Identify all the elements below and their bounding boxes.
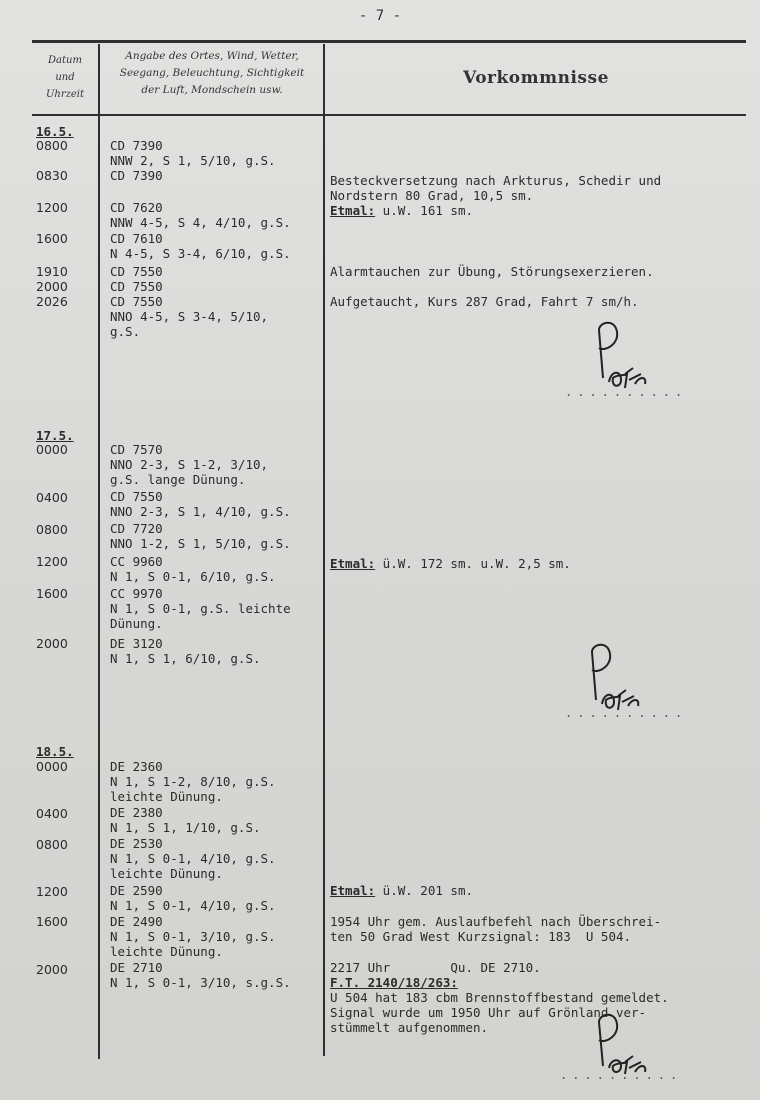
etmal-line	[330, 556, 571, 572]
time-label: 2000	[36, 279, 68, 294]
time-label: 0830	[36, 168, 68, 183]
weather-line: N 1, S 1, 1/10, g.S.	[110, 820, 261, 835]
event-line: 2217 Uhr Qu. DE 2710.	[330, 960, 541, 975]
time-label: 0000	[36, 442, 68, 457]
time-label: 2000	[36, 636, 68, 651]
time-label: 0400	[36, 806, 68, 821]
location-line: DE 3120	[110, 636, 163, 651]
header-rule	[32, 114, 746, 116]
weather-line: leichte Dünung.	[110, 866, 223, 881]
location-line: CC 9970	[110, 586, 163, 601]
time-label: 2000	[36, 962, 68, 977]
time-label: 0800	[36, 837, 68, 852]
weather-line: NNO 2-3, S 1, 4/10, g.S.	[110, 504, 291, 519]
time-label: 0800	[36, 522, 68, 537]
weather-line: N 1, S 0-1, 4/10, g.S.	[110, 851, 276, 866]
time-label: 0000	[36, 759, 68, 774]
date-label: 18.5.	[36, 744, 74, 759]
weather-line: NNO 2-3, S 1-2, 3/10,	[110, 457, 269, 472]
etmal-text: u.W. 161 sm.	[375, 203, 473, 218]
weather-line: N 1, S 0-1, 4/10, g.S.	[110, 898, 276, 913]
column-divider-2	[323, 44, 325, 1056]
location-line: CD 7390	[110, 138, 163, 153]
etmal-label: Etmal:	[330, 883, 376, 898]
time-label: 2026	[36, 294, 68, 309]
dotted-line: ..........	[565, 385, 688, 399]
event-line: Aufgetaucht, Kurs 287 Grad, Fahrt 7 sm/h.	[330, 294, 639, 309]
event-line: ten 50 Grad West Kurzsignal: 183 U 504.	[330, 929, 632, 944]
location-line: DE 2490	[110, 914, 163, 929]
time-label: 1200	[36, 200, 68, 215]
etmal-line	[330, 203, 473, 219]
weather-line: NNW 4-5, S 4, 4/10, g.S.	[110, 215, 291, 230]
date-label: 17.5.	[36, 428, 74, 443]
weather-line: N 1, S 1, 6/10, g.S.	[110, 651, 261, 666]
weather-line: leichte Dünung.	[110, 944, 223, 959]
top-rule	[32, 40, 746, 43]
location-line: DE 2710	[110, 960, 163, 975]
weather-line: g.S. lange Dünung.	[110, 472, 246, 487]
weather-line: NNW 2, S 1, 5/10, g.S.	[110, 153, 276, 168]
weather-line: N 1, S 1-2, 8/10, g.S.	[110, 774, 276, 789]
weather-line: Dünung.	[110, 616, 163, 631]
event-line: stümmelt aufgenommen.	[330, 1020, 489, 1035]
location-line: CC 9960	[110, 554, 163, 569]
event-line: Besteckversetzung nach Arkturus, Schedir und	[330, 173, 662, 188]
header-vorkommnisse: Vorkommnisse	[463, 68, 609, 88]
location-line: CD 7620	[110, 200, 163, 215]
event-line: Signal wurde um 1950 Uhr auf Grönland ver-	[330, 1005, 647, 1020]
weather-line: N 1, S 0-1, 3/10, g.S.	[110, 929, 276, 944]
dotted-line: ..........	[565, 706, 688, 720]
location-line: DE 2360	[110, 759, 163, 774]
location-line: CD 7570	[110, 442, 163, 457]
time-label: 1200	[36, 884, 68, 899]
time-label: 0800	[36, 138, 68, 153]
location-line: DE 2380	[110, 805, 163, 820]
location-line: DE 2590	[110, 883, 163, 898]
time-label: 1200	[36, 554, 68, 569]
weather-line: g.S.	[110, 324, 141, 339]
weather-line: NNO 4-5, S 3-4, 5/10,	[110, 309, 269, 324]
weather-line: leichte Dünung.	[110, 789, 223, 804]
time-label: 0400	[36, 490, 68, 505]
weather-line: N 1, S 0-1, 3/10, s.g.S.	[110, 975, 291, 990]
location-line: CD 7550	[110, 489, 163, 504]
location-line: DE 2530	[110, 836, 163, 851]
date-label: 16.5.	[36, 124, 74, 139]
weather-line: N 1, S 0-1, 6/10, g.S.	[110, 569, 276, 584]
etmal-text: ü.W. 172 sm. u.W. 2,5 sm.	[375, 556, 571, 571]
weather-line: NNO 1-2, S 1, 5/10, g.S.	[110, 536, 291, 551]
etmal-text: ü.W. 201 sm.	[375, 883, 473, 898]
etmal-line	[330, 883, 473, 899]
weather-line: N 1, S 0-1, g.S. leichte	[110, 601, 291, 616]
weather-line: N 4-5, S 3-4, 6/10, g.S.	[110, 246, 291, 261]
event-line: Alarmtauchen zur Übung, Störungsexerzieren.	[330, 264, 654, 279]
location-line: CD 7550	[110, 294, 163, 309]
location-line: CD 7550	[110, 279, 163, 294]
location-line: CD 7550	[110, 264, 163, 279]
etmal-label: Etmal:	[330, 556, 376, 571]
dotted-line: ..........	[560, 1068, 683, 1082]
time-label: 1600	[36, 231, 68, 246]
page-number: - 7 -	[358, 8, 402, 24]
location-line: CD 7390	[110, 168, 163, 183]
location-line: CD 7720	[110, 521, 163, 536]
ft-label: F.T. 2140/18/263:	[330, 975, 458, 990]
column-divider-1	[98, 44, 100, 1059]
time-label: 1910	[36, 264, 68, 279]
header-ort: Angabe des Ortes, Wind, Wetter, Seegang, Beleuchtung, Sichtigkeit der Luft, Mondschein usw.	[119, 50, 305, 96]
time-label: 1600	[36, 914, 68, 929]
event-line: U 504 hat 183 cbm Brennstoffbestand gemeldet.	[330, 990, 669, 1005]
event-line: 1954 Uhr gem. Auslaufbefehl nach Überschrei-	[330, 914, 662, 929]
event-line: Nordstern 80 Grad, 10,5 sm.	[330, 188, 534, 203]
location-line: CD 7610	[110, 231, 163, 246]
etmal-label: Etmal:	[330, 203, 376, 218]
time-label: 1600	[36, 586, 68, 601]
header-datum: Datum und Uhrzeit	[45, 55, 85, 100]
